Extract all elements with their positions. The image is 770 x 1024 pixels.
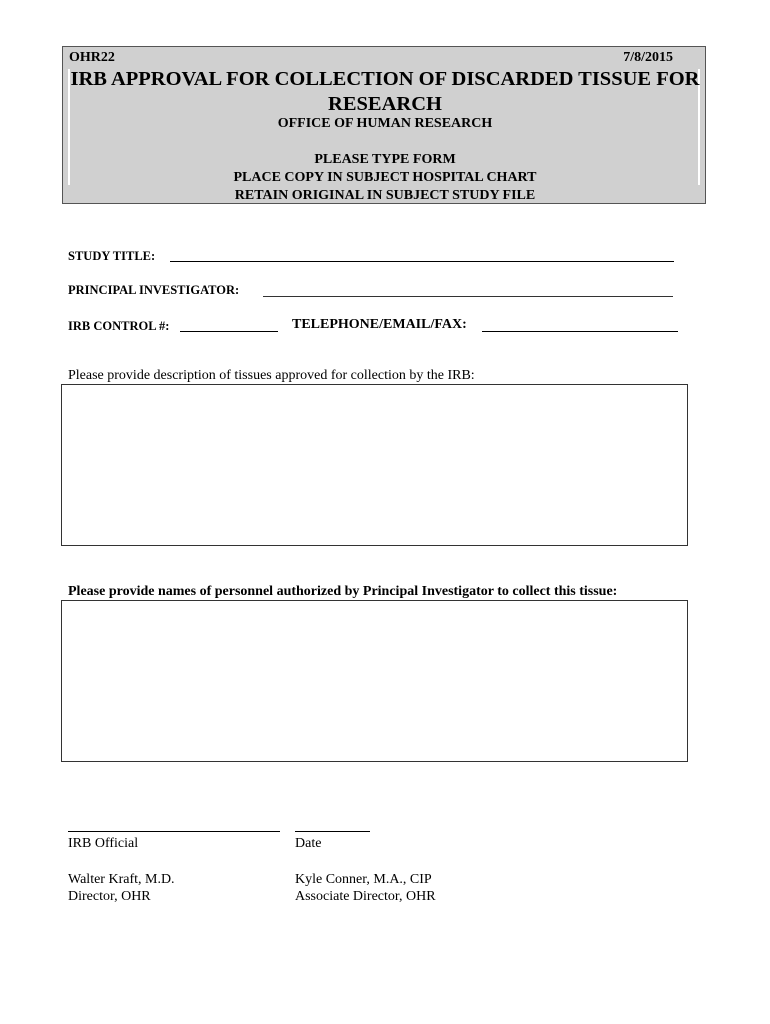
instruction-place-copy: PLACE COPY IN SUBJECT HOSPITAL CHART xyxy=(233,170,537,185)
form-code: OHR22 xyxy=(69,50,115,65)
tissue-description-prompt: Please provide description of tissues approved for collection by the IRB: xyxy=(68,368,475,383)
instruction-type-form: PLEASE TYPE FORM xyxy=(314,152,456,167)
study-title-field[interactable] xyxy=(170,261,674,262)
instruction-retain-original: RETAIN ORIGINAL IN SUBJECT STUDY FILE xyxy=(234,188,536,203)
irb-control-field[interactable] xyxy=(180,331,278,332)
associate-director-name: Kyle Conner, M.A., CIP xyxy=(295,872,432,887)
personnel-box[interactable] xyxy=(61,600,688,762)
date-signature-line[interactable] xyxy=(295,831,370,832)
director-name: Walter Kraft, M.D. xyxy=(68,872,175,887)
form-header xyxy=(62,46,706,204)
irb-official-label: IRB Official xyxy=(68,836,139,851)
form-title-line-1: IRB APPROVAL FOR COLLECTION OF DISCARDED TISSUE FOR xyxy=(70,68,700,90)
irb-official-signature-line[interactable] xyxy=(68,831,280,832)
principal-investigator-field[interactable] xyxy=(263,296,673,297)
director-title: Director, OHR xyxy=(68,889,151,904)
associate-director-title: Associate Director, OHR xyxy=(295,889,436,904)
principal-investigator-label: PRINCIPAL INVESTIGATOR: xyxy=(68,283,240,297)
form-title xyxy=(63,67,707,117)
form-title-line-2: RESEARCH xyxy=(328,93,442,115)
form-date: 7/8/2015 xyxy=(623,50,673,65)
date-label: Date xyxy=(295,836,322,851)
personnel-prompt: Please provide names of personnel authorized by Principal Investigator to collect this tissue: xyxy=(68,584,618,599)
tissue-description-box[interactable] xyxy=(61,384,688,546)
study-title-label: STUDY TITLE: xyxy=(68,249,156,263)
contact-label: TELEPHONE/EMAIL/FAX: xyxy=(292,317,467,332)
irb-control-label: IRB CONTROL #: xyxy=(68,319,170,333)
office-name: OFFICE OF HUMAN RESEARCH xyxy=(277,116,493,131)
contact-field[interactable] xyxy=(482,331,678,332)
